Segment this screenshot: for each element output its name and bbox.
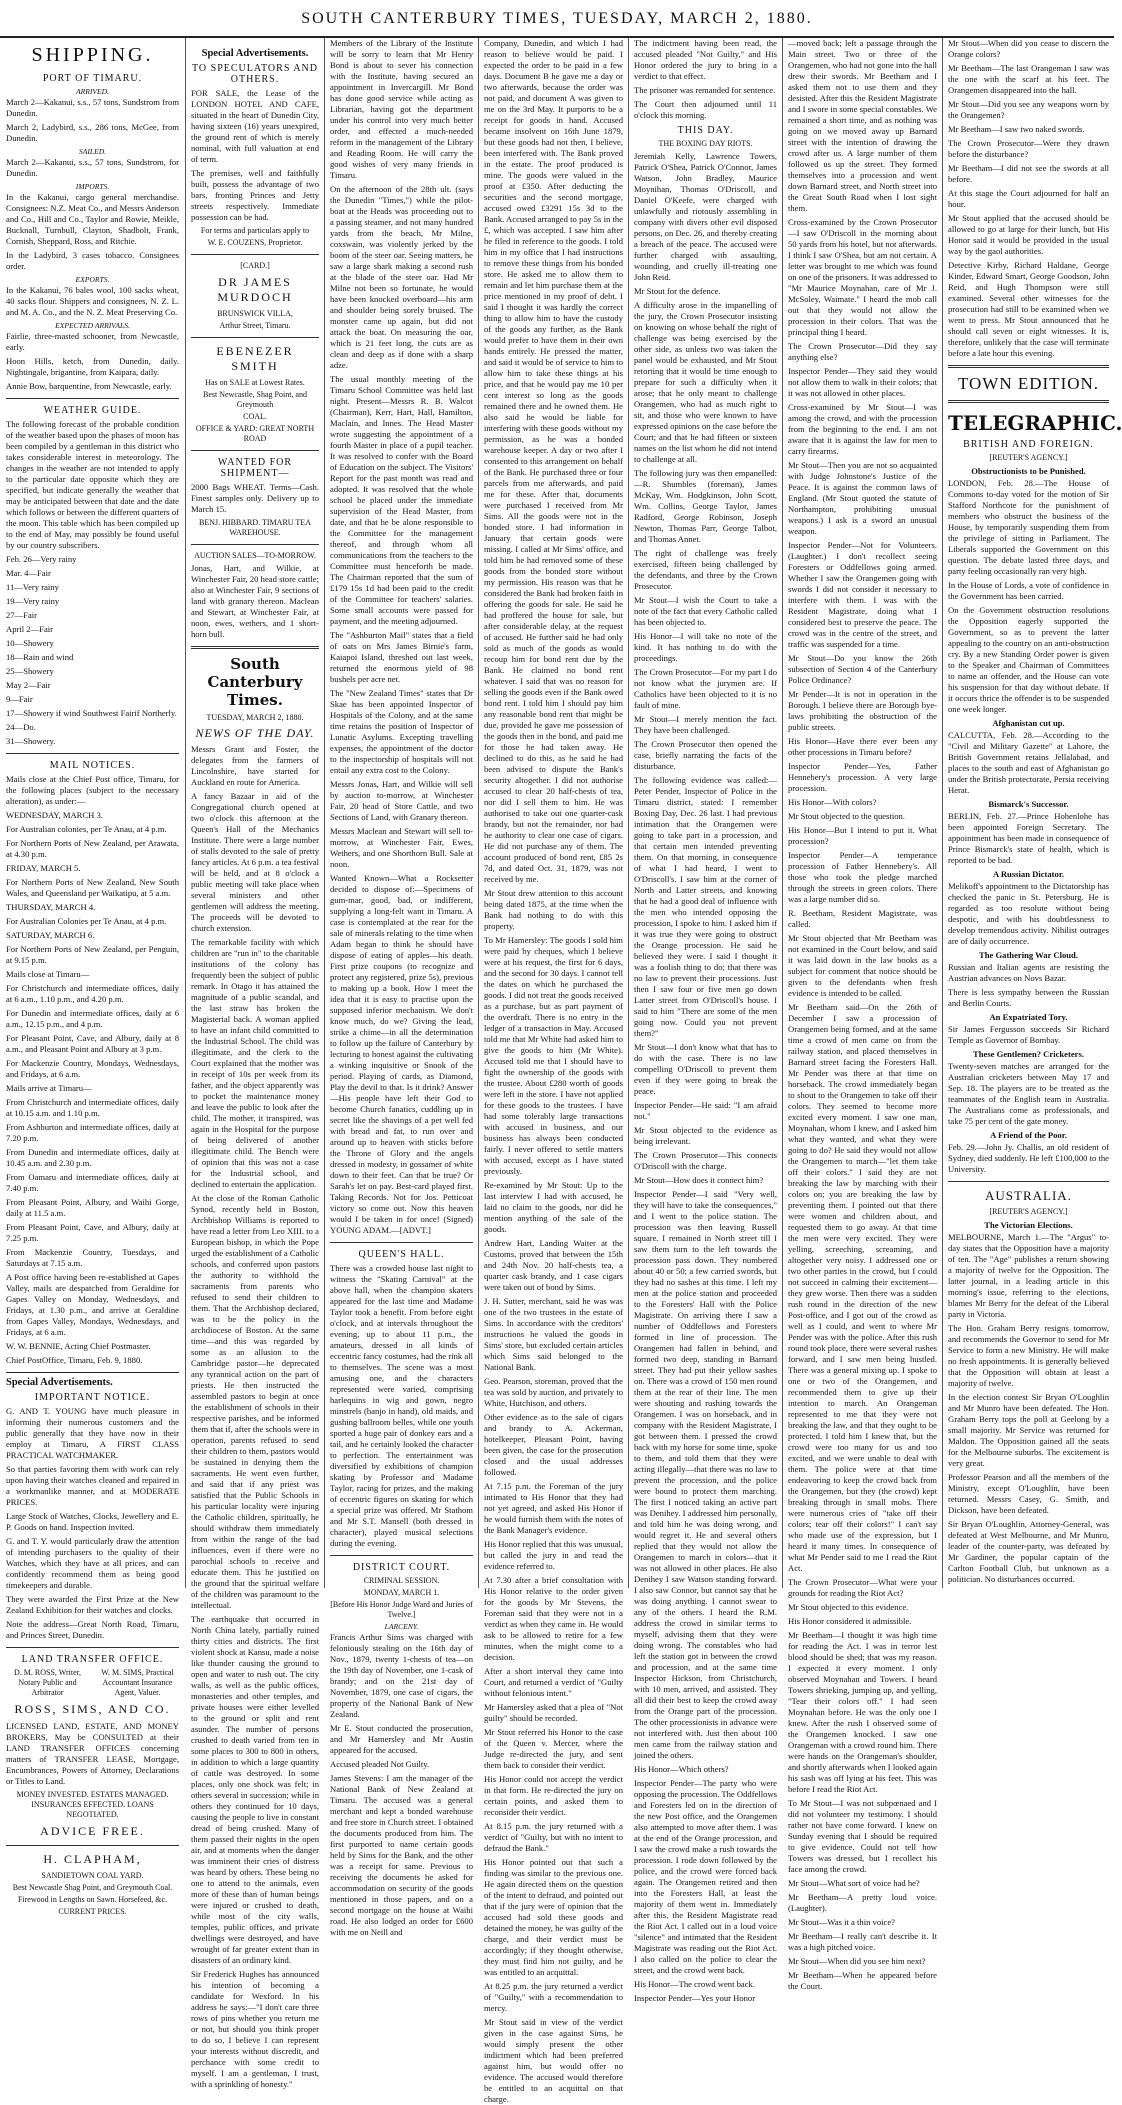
divider — [191, 544, 319, 545]
paragraph: In the Ladybird, 3 cases tobacco. Consignees order. — [6, 250, 179, 271]
paragraph: The following evidence was called:—Peter Pender, Inspector of Police in the Timaru district, stated: I remember Boxing Day, Dec. 26 last. I had previous intimation that the Orangemen were going to take part in a procession, and that certain men intended preventing them. On that morning, in consequence of what I had heard, I went to O'Driscoll's. I saw him at the corner of North and Latter streets, and knowing that he had a good deal of influence with the men who intended opposing the procession, I spoke to him. I asked him if it was true they were going to obstruct the Orange procession. He said he believed they were. I said I thought it was a foolish thing to do; that there was no law to prevent their processions. Just then I saw four or five men go down Latter street from O'Driscoll's house. I said to him "There are some of the men going now. Could you not prevent them?" — [634, 775, 777, 1038]
paragraph: The Crown Prosecutor—This connects O'Driscoll with the charge. — [634, 1150, 777, 1171]
clapham-title: H. CLAPHAM, — [43, 1852, 142, 1866]
telegram-head: A Friend of the Poor. — [990, 1130, 1067, 1140]
paragraph: Hoon Hills, ketch, from Dunedin, daily. Nightingale, brigantine, from Kaipara, daily. — [6, 356, 179, 377]
arrived-label: ARRIVED. — [75, 87, 110, 96]
smith-text: Has on SALE at Lowest Rates. — [205, 378, 305, 387]
paragraph: Mr Stout—When did you see him next? — [788, 1956, 926, 1966]
paragraph: Mr Beetham—The last Orangeman I saw was the one with the scarf at his feet. The Orangemen disappeared into the hall. — [948, 63, 1109, 95]
paragraph: April 2—Fair — [6, 624, 54, 634]
col5-paras-2 — [634, 151, 777, 2004]
paragraph: Mar. 4—Fair — [6, 568, 51, 578]
specs-text: FOR SALE, the Lease of the LONDON HOTEL AND CAFE, situated in the heart of Dunedin City, having sixteen (16) years unexpired, the ground rent of which is merely nominal, with full valuation at end of term. — [191, 88, 319, 164]
paragraph: For Pleasant Point, Cave, and Albury, daily at 8 a.m., and Pleasant Point and Albury at 3 p.m. — [6, 1033, 179, 1054]
mail-title: MAIL NOTICES. — [49, 760, 136, 771]
ross-title: ROSS, SIMS, AND CO. — [14, 1702, 171, 1716]
victorian-elections: The Victorian Elections. — [984, 1220, 1073, 1230]
divider — [6, 398, 179, 399]
paragraph: Mr Stout objected to the question. — [788, 811, 905, 821]
paragraph: Mr Stout—Was it a thin voice? — [788, 1917, 895, 1927]
paragraph: Mr Beetham—When he appeared before the Court. — [788, 1970, 937, 1991]
expected-list — [6, 331, 179, 392]
paragraph: His Honor considered it admissible. — [788, 1616, 912, 1626]
sailed-list — [6, 157, 179, 179]
clapham-fire: Firewood in Lengths on Sawn. Horsefeed, &c. — [17, 1895, 168, 1904]
paragraph: In the election contest Sir Bryan O'Loughlin and Mr Munro have been defeated. The Hon. Graham Berry tops the poll at Geelong by a small majority. Mr Service was returned for Maldon. The Opposition gained all the seats for the Melbourne suburbs. The excitement is very great. — [948, 1392, 1109, 1468]
paragraph: May 2—Fair — [6, 680, 51, 690]
paragraph: A fancy Bazaar in aid of the Congregational church opened at two o'clock this afternoon at the Queen's Hall of the Mechanics Institute. There were a large number of stalls devoted to the sale of pretty fancy articles. At 6 p.m. a tea festival will be held, and at 8 o'clock a public meeting will take place when several ministers and other gentlemen will address the meeting. The proceeds will be devoted to church extension. — [191, 791, 319, 933]
sailed-label: SAILED. — [78, 147, 107, 156]
paragraph: W. W. BENNIE, Acting Chief Postmaster. — [6, 1341, 151, 1351]
telegram-head: Bismarck's Successor. — [988, 799, 1069, 809]
weather-title: WEATHER GUIDE. — [43, 405, 142, 416]
paragraph: At this stage the Court adjourned for half an hour. — [948, 188, 1109, 209]
paragraph: From Ashburton and intermediate offices, daily at 7.20 p.m. — [6, 1122, 179, 1143]
paper-title: South Canterbury Times. — [207, 655, 303, 709]
paragraph: Mr Beetham—I did not see the swords at all before. — [948, 163, 1109, 184]
specs-terms: For terms and particulars apply to — [200, 226, 310, 235]
paragraph: Mr Stout—I merely mention the fact. They have been challenged. — [634, 714, 777, 735]
paragraph: Members of the Library of the Institute will be sorry to learn that Mr Henry Bond is about to sever his connection with the Institute, having secured an appointment in Invercargill. Mr Bond has done good service while acting as Librarian, having got the department under his control into very much better order, and effected a much-needed reform in the management of the Library and Reading Room. He will carry the good wishes of very many friends in Timaru. — [330, 38, 473, 180]
land-title: LAND TRANSFER OFFICE. — [21, 1654, 164, 1665]
paragraph: Inspector Pender—They said they would not allow them to walk in their colors; that it was not allowed in other places. — [788, 366, 937, 398]
paragraph: Mr Stout—Then you are not so acquainted with Judge Johnstone's Justice of the Peace. It is against the common laws of England. (Mr Stout quoted the statute of Northampton, prohibiting unusual weapons.) I ask is a sword an unusual weapon. — [788, 460, 937, 536]
auction-text: Jonas, Hart, and Wilkie, at Winchester Fair, 20 head store cattle; also at Winchester Fair, 9 sections of land with granary thereon. Maclean and Stewart, at Winchester Fair, at noon, ewes, wethers, and 1 short-horn bull. — [191, 563, 319, 639]
land-right: W. M. SIMS, Practical Accountant Insurance Agent, Valuer. — [101, 1668, 174, 1697]
telegram-head: The Gathering War Cloud. — [978, 950, 1078, 960]
paragraph: Messrs Jonas, Hart, and Wilkie will sell by auction to-morrow, at Winchester Fair, 20 head of Store Cattle, and two Sections of Land, with Granary thereon. — [330, 779, 473, 822]
paragraph: The remarkable facility with which children are "run in" to the charitable institutions of the colony has frequently been the subject of public remark. In Otago it has attained the magnitude of a public scandal, and the last straw has broken the Magisterial back. A woman applied to have an infant child committed to the Industrial School. The child was illegitimate, and the clerk to the Court explained that the mother was in receipt of 10s per week from its father, and the object apparently was to pocket the maintenance money and leave the public to look after the child. The mother, it transpired, was again in the Hospital for the purpose of being delivered of another illegitimate child. The Bench were of opinion that this was not a case for the Industrial school, and declined to entertain the application. — [191, 937, 319, 1189]
column-6 — [783, 38, 943, 1991]
card-label: [CARD.] — [240, 261, 270, 270]
paragraph: Inspector Pender—Yes, Father Hennebery's procession. A very large procession. — [788, 761, 937, 793]
telegram-head: Afghanistan cut up. — [992, 718, 1065, 728]
paragraph: For Northern Ports of New Zealand, per Arawata, at 4.30 p.m. — [6, 838, 179, 859]
specs-sig: W. E. COUZENS, Proprietor. — [207, 238, 303, 247]
paragraph: Mr Beetham—I thought it was high time for reading the Act. I was in terror lest blood should be shed; that was my reason. I expected it every moment. I only observed Moynahan and Towers. I heard Towers shrieking, jumping up, and yelling, "Tear their colors off." I had seen Moynahan before. He was the only one I knew. After the rush I observed some of the Orangemen knocked. I saw one Orangeman with a crowd round him. There were hands on the Orangeman's shoulder, and shortly afterwards when I looked again his sash was off lying at his feet. This was before I read the Riot Act. — [788, 1630, 937, 1794]
paragraph: Mr Beetham—I really can't describe it. It was a high pitched voice. — [788, 1931, 937, 1952]
paragraph: R. Beetham, Resident Magistrate, was called. — [788, 908, 937, 929]
paragraph: For Australian colonies, per Te Anau, at 4 p.m. — [6, 824, 167, 834]
paragraph: The "New Zealand Times" states that Dr Skae has been appointed Inspector of Hospitals of the Colony, and at the same time retains the position of Inspector of Lunatic Asylums. Excepting travelling expenses, the appointment of the doctor to the inspectorship of hospitals will not entail any extra cost to the Colony. — [330, 688, 473, 775]
specs-title: TO SPECULATORS AND OTHERS. — [192, 63, 318, 85]
arrived-list — [6, 97, 179, 144]
paragraph: Mr Beetham—I saw two naked swords. — [948, 124, 1085, 134]
australia-title: AUSTRALIA. — [985, 1188, 1072, 1203]
paragraph: Mr Stout—When did you cease to discern the Orange colors? — [948, 38, 1109, 59]
telegram-text: CALCUTTA, Feb. 28.—According to the "Civil and Military Gazette" at Lahore, the British Government retains Jellalabad, and places to the south and east of Afghanistan go under the British protectorate, Persia receiving Herat. — [948, 730, 1109, 795]
telegram-head: An Expatriated Tory. — [989, 1012, 1068, 1022]
paragraph: A difficulty arose in the impanelling of the jury, the Crown Prosecutor insisting on knowing on whose behalf the right of challenge was being exercised by the other side, as unless two was taken the panel would be exhausted, and Mr Stout retorting that it would be time enough to prepare for such a difficulty when it arose; that he only meant to challenge Orangemen, who had as much right to sit, and those who were known to have expressed opinions on the case before the Court; and that he had fifteen or sixteen names on the list whom he did not intend to challenge at all. — [634, 300, 777, 464]
court-date: MONDAY, MARCH 1. — [363, 1588, 440, 1597]
weather-text: The following forecast of the probable condition of the weather based upon the phases of moon has been compiled by a gentleman in this district who takes considerable interest in meteorology. The changes in the weather are not intended to apply to the particular date opposite which they are specified, but indicate generally the weather that may be anticipated between that date and the date which follows or between the different quarters of the moon. This table which has been compiled up to the end of May, may possibly be found useful by our country subscribers. — [6, 419, 179, 550]
divider — [330, 1242, 473, 1243]
murdoch-addr: BRUNSWICK VILLA, — [217, 309, 293, 318]
telegram-head: Obstructionists to be Punished. — [971, 466, 1086, 476]
paragraph: For Christchurch and intermediate offices, daily at 6 a.m., 1.10 p.m., and 4.20 p.m. — [6, 983, 179, 1004]
notice-list — [6, 1406, 179, 1641]
paragraph: So that parties favoring them with work can rely upon having their watches cleaned and repaired in a workmanlike manner, and at MODERATE PRICES. — [6, 1464, 179, 1507]
paragraph: G. and T. Y. would particularly draw the attention of intending purchasers to the quality of their Watches, which they have at all prices, and can confidently recommend them as being good timekeepers and durable. — [6, 1536, 179, 1590]
paragraph: The indictment having been read, the accused pleaded "Not Guilty," and His Honor ordered the jury to bring in a verdict to that effect. — [634, 38, 777, 81]
paragraph: His Honor—Have there ever been any other processions in Timaru before? — [788, 736, 937, 757]
expected-label: EXPECTED ARRIVALS. — [55, 321, 130, 330]
paragraph: To Mr Hamersley: The goods I sold him were paid by cheques, which I believe were at his request, the first for 6 days, and the second for 30 days. I cannot tell the dates on which he purchased the goods. I did not treat the goods received as a purchase, but as part payment of the overdraft. There is no entry in the ledger of a transaction in May. Accused told me that Mr White had asked him to give the goods to him (Mr White). Accused told me that I should have to fight the ownership of the goods with the trustee. About £280 worth of goods were left in the store. I have not applied for these goods to the trustees. I have had some tolerably large transactions with accused in business, and our business has always been conducted fairly. I never offered to settle matters with accused, except as I have stated previously. — [484, 935, 623, 1176]
paragraph: The right of challenge was freely exercised, fifteen being challenged by the defendants, and three by the Crown Prosecutor. — [634, 548, 777, 591]
paragraph: Mails close at Timaru— — [6, 969, 90, 979]
boxing-title: THE BOXING DAY RIOTS. — [658, 139, 753, 148]
paragraph: At the close of the Roman Catholic Synod, recently held in Boston, Archbishop Williams is reported to have read a letter from Leo XIII. to a European bishop, in which the Pope urged the establishment of a Catholic schools, and conferred upon pastors the authority to withhold the sacraments from parents who refused to send their children to them. That the Archbishop declared, was to be the policy in the archdiocese of Boston. At the same time—and this was regarded by some as an allusion to the Cambridge pastor—he deprecated any tyrannical action on the part of priests. He then instructed the assembled pastors to begin at once the establishment of schools in their respective parishes, and be informed them that if, after the schools were in operation, parents refused to send their children to them, pastors would be sustained in denying them the sacraments. He went even further, and said that if any priest was satisfied that the Public Schools in his particular locality were injuring the Catholic children, spiritually, he should withdraw them immediately from within the range of the bad influences, even if there were no parochial schools to receive and educate them. This he justified on the ground that the spiritual welfare of the children was paramount to the intellectual. — [191, 1193, 319, 1610]
col3-paras — [330, 38, 473, 1236]
paragraph: At 8.25 p.m. the jury returned a verdict of "Guilty," with a recommendation to mercy. — [484, 1981, 623, 2013]
paragraph: 24—Do. — [6, 722, 36, 732]
telegraphic-title: TELEGRAPHIC. — [948, 411, 1122, 435]
paragraph: J. H. Sutter, merchant, said he was was one of the two trustees in the estate of Sims. In accordance with the creditors' instructions he valued the goods in Sims' store, but excluded certain articles which Sims said belonged to the National Bank. — [484, 1296, 623, 1372]
telegram-text: Feb. 29.—John Jy. Challis, an old resident of Sydney, died suddenly. He left £100,000 to the University. — [948, 1142, 1109, 1174]
paragraph: Large Stock of Watches, Clocks, Jewellery and E. P. Goods on hand. Inspection invited. — [6, 1511, 179, 1532]
paragraph: March 2, Ladybird, s.s., 286 tons, McGee, from Dunedin. — [6, 122, 179, 143]
paragraph: Inspector Pender—A temperance procession of Father Hennebery's. All those who took the pledge marched through the streets in green colors. There was a large number did so. — [788, 850, 937, 904]
telegram-text: Sir James Fergusson succeeds Sir Richard Temple as Governor of Bombay. — [948, 1024, 1109, 1045]
queens-text: There was a crowded house last night to witness the "Skating Carnival" at the above hall, when the champion skaters appeared for the last time and Madame Taylor took a benefit. From before eight o'clock, and at intervals throughout the evening, up to about 11 p.m., the amateurs, dressed in all kinds of eccentric fancy costumes, had the rink all to themselves. The scene was a most amusing one, and the characters represented were varied, comprising harlequins in wig and gown, negro minstrels (banjo in hand), old maids, and gushing ballroom belles, while one youth sported a huge pair of donkey ears and a tail, and he certainly looked the character to perfection. The entertainment was diversified by exhibitions of champion skating by Professor and Madame Taylor, racing for prizes, and the making of eccentric figures on skating for which a special prize was offered. Mr Stathom and Mr S.T. Mansell (both dressed in character), played musical selections during the evening. — [330, 1263, 473, 1548]
paragraph: Mr Beetham—A pretty loud voice. (Laughter). — [788, 1892, 937, 1913]
paragraph: Mr Stout objected that Mr Beetham was not examined in the Court below, and said it was laid down in the law books as a subject for comment that notice should be given to the defendants when fresh evidence is intended to be called. — [788, 933, 937, 998]
paragraph: His Honor could not accept the verdict in that form. He re-directed the jury on certain points, and asked them to reconsider their verdict. — [484, 1774, 623, 1817]
paragraph: Geo. Pearson, storeman, proved that the tea was sold by auction, and privately to White, Hutchison, and others. — [484, 1376, 623, 1408]
court-text-3: Accused pleaded Not Guilty. — [330, 1759, 430, 1769]
paragraph: 31—Showery. — [6, 736, 56, 746]
paragraph: 10—Showery — [6, 638, 54, 648]
paragraph: His Honor replied that this was unusual, but called the jury in and read the evidence referred to. — [484, 1539, 623, 1571]
divider — [6, 1845, 179, 1846]
paragraph: For Dunedin and intermediate offices, daily at 6 a.m., 12.15 p.m., and 4 p.m. — [6, 1008, 179, 1029]
paragraph: Inspector Pender—Yes your Honor — [634, 1993, 756, 2003]
paragraph: Mr Stout—Did you see any weapons worn by the Orangemen? — [948, 99, 1109, 120]
paragraph: Mr Stout referred his Honor to the case of the Queen v. Mercer, where the Judge re-directed the jury, and sent them back to consider their verdict. — [484, 1727, 623, 1770]
paragraph: His Honor—With colors? — [788, 797, 877, 807]
court-text: Francis Arthur Sims was charged with feloniously stealing on the 16th day of Nov., 1879, twenty 1-chests of tea—on the 19th day of November, one 1-cask of brandy; and on the 21st day of November, 1879, one case of cigars, the property of the National Bank of New Zealand. — [330, 1632, 473, 1719]
telegram-list — [948, 466, 1109, 1175]
paragraph: Messrs Grant and Foster, the delegates from the farmers of Lincolnshire, have started for Auckland en route for America. — [191, 744, 319, 787]
clapham-prices: CURRENT PRICES. — [58, 1907, 127, 1916]
paragraph: Mr Stout objected to the evidence as being irrelevant. — [634, 1125, 777, 1146]
court-text-4: James Stevens: I am the manager of the National Bank of New Zealand at Timaru. The accused was a general merchant and kept a bonded warehouse and free store in Church street. I obtained the documents produced from him. The first purported to name certain goods held by Sims for the Bank, and the other was a receipt for same. Previous to receiving the documents he asked for accommodation on security of the goods mentioned in those papers, and on a second mortgage on the house at Waihi road. He also lodged an order for £600 with me on Neill and — [330, 1773, 473, 1937]
telegram-text: BERLIN, Feb. 27.—Prince Hohenlohe has been appointed Foreign Secretary. The appointment has been made in consequence of Prince Bismarck's state of health, which is reported to be bad. — [948, 811, 1109, 865]
paragraph: Cross-examined by the Crown Prosecutor—I saw O'Driscoll in the morning about 50 yards from his hotel, but not afterwards. I think I saw O'Shea, but am not certain. A letter was brought to me which was found on one of the prisoners. It was addressed to "Mr Maurice Moynahan, care of Mr J. McSoley, Waimate." I heard the mob call out that they would not allow the procession in their colors. That was the principal thing I heard. — [788, 217, 937, 337]
paragraph: His Honor—But I intend to put it. What procession? — [788, 825, 937, 846]
paragraph: From Pleasant Point, Cave, and Albury, daily at 7.25 p.m. — [6, 1222, 179, 1243]
col6-paras — [788, 38, 937, 1992]
ross-text: LICENSED LAND, ESTATE, AND MONEY BROKERS, May be CONSULTED at their LAND TRANSFER OFFICES concerning matters of TRANSFER LEASE, Mortgage, Encumbrances, Powers of Attorney, Declarations or Titles to Land. — [6, 1721, 179, 1786]
paragraph: Mr Stout—What sort of voice had he? — [788, 1878, 920, 1888]
paragraph: 19—Very rainy — [6, 596, 60, 606]
column-1 — [0, 38, 186, 1916]
town-edition: TOWN EDITION. — [957, 374, 1100, 393]
telegram-text: In the House of Lords, a vote of confidence in the Government has been carried. — [948, 580, 1109, 601]
paragraph: Mr Pender—It is not in operation in the Borough. I believe there are Borough bye-laws prohibiting the obstruction of the public streets. — [788, 689, 937, 732]
paragraph: Company, Dunedin, and which I had reason to believe would be paid. I expected the order to be paid in a few days. Document B he gave me a day or two afterwards, because the order was not paid, and document A was given to me on the 3rd May. It purports to be a receipt for goods in hand. Accused became insolvent on 16th June 1879, but these goods had not then, I believe, been interfered with. The Bank proved in the estate. The proof produced is mine. The goods were valued in the proof at £350. After deducting the securities and the second mortgage, accused owed £3291 15s 3d to the Bank. Accused arranged to pay 5s in the £, which was accepted. I saw him after he filed in reference to the goods. I told him in my office that I had instructions to remove these things from his bonded store. He asked me to allow them to remain and let him purchase them at the price mentioned in my proof of debt. I said I thought it was hardly the correct thing to allow him to have the custody of the goods any further, as the Bank would prefer to have them in their own hands entirely. He pressed the matter, and said it would be of service to him to allow him to take these things at his price, and that he would pay me 10 per cent interest so long as the goods remained there and he owned them. He also said he would be liable for interfering with these goods without my permission, as he was a bonded warehouse keeper. A day or two after I consented to this arrangement on behalf of the Bank. He purchased three or four parcels from me afterwards, and paid me for these. After that, documents were purchased I received from Mr Sims. All the goods were not in the bonded store. I had information in January that certain goods were missing. I called at Mr Sims' office, and told him he had removed some of these goods from the bonded store without my permission. His reason was that he considered the Bank had broken faith in offering the goods for sale. He said he had proffered the house for sale, but after considerable delay, at the request of accused. He further said he had only sold as much of the goods as would recoup him for bond rent due by the Bank. He claimed no bond rent whatever. I said that was no reason for selling the goods even if the Bank owed bond rent. I told him I should pay him any reasonable bond rent that might be due, provided he gave me possession of the goods then in the bond, and paid me for those he had taken away. He declined to do this, as he said he had been advised to dispute the Bank's security altogether. I did not authorise accused to clear 20 half-chests of tea, nor did I sell them to him. He was authorised to take out one quarter-cask brandy, but not the remainder, nor had he authority to clear one case of cigars. He did not purchase any of them. The account produced of bond rent, £85 2s 7d, and dated Oct. 31, 1879, was not received by me. — [484, 38, 623, 884]
telegram-text: LONDON, Feb. 28.—The House of Commons to-day voted for the motion of Sir Stafford Northcote for the punishment of members who obstruct the business of the House, by temporarily suspending them from the privilege of sitting in Parliament. The Liberals supported the Government on this question. The debate lasted three days, and party feeling occasionally ran very high. — [948, 478, 1109, 576]
paragraph: Professor Pearson and all the members of the Ministry, except O'Loughlin, have been returned. Messrs Casey, G. Smith, and Dickson, have been defeated. — [948, 1472, 1109, 1515]
queens-title: QUEEN'S HALL. — [358, 1249, 445, 1260]
paragraph: After a short interval they came into Court, and returned a verdict of "Guilty without felonious intent." — [484, 1666, 623, 1698]
exports-list — [6, 285, 179, 318]
paragraph: SATURDAY, MARCH 6. — [6, 930, 95, 940]
column-2 — [186, 38, 325, 2089]
port-heading: PORT OF TIMARU. — [42, 73, 143, 84]
paragraph: At 8.15 p.m. the jury returned with a verdict of "Guilty, but with no intent to defraud the Bank." — [484, 1821, 623, 1853]
column-3 — [325, 38, 479, 1937]
divider — [191, 646, 319, 649]
paragraph: His Honor—The crowd went back. — [634, 1979, 755, 1989]
land-left: D. M. ROSS, Writer, Notary Public and Arbitrator — [14, 1668, 82, 1697]
this-day: THIS DAY. — [677, 125, 734, 136]
paragraph: Mr Stout—I don't know what that has to do with the case. There is no law compelling O'Driscoll to prevent them even if they were going to break the peace. — [634, 1042, 777, 1096]
paragraph: The Crown Prosecutor—For my part I do not know what the jurymen are. If Catholics have been objected to it is no fault of mine. — [634, 667, 777, 710]
paragraph: Cross-examined by Mr Stout—I was among the crowd, and with the procession from the beginning to the end. I am not aware that it is against the law for men to carry firearms. — [788, 402, 937, 456]
ross-line: MONEY INVESTED. ESTATES MANAGED. INSURANCES EFFECTED. LOANS NEGOTIATED. — [16, 1790, 169, 1819]
paragraph: G. AND T. YOUNG have much pleasure in informing their numerous customers and the public generally that they have now in their employ at Timaru, A FIRST CLASS PRACTICAL WATCHMAKER. — [6, 1406, 179, 1460]
paragraph: The following jury was then empanelled:—R. Shumbles (foreman), James McKay, Wm. Hodgkinson, John Scott, Wm. Collins, George Taylor, James Radford, George Robinson, Joseph Newton, Thomas Parr, George Talbot, and Thomas Annet. — [634, 468, 777, 544]
paragraph: A Post office having been re-established at Gapes Valley, mails are despatched from Geraldine for Gapes Valley on Monday, Wednesdays, and Fridays, at 1.30 p.m., and arrive at Geraldine from Gapes Valley, Mondays, Wednesdays, and Fridays, at 6 a.m. — [6, 1272, 179, 1337]
paragraph: Mr Beetham said—On the 26th of December I saw a procession of Orangemen being formed, and at the same time a crowd of men came on from the railway station, and placed themselves in Barnard street facing the Foresters Hall. Mr Pender was there at that time on horseback. The crowd immediately began to shout to the Orangemen to take off their colors. They seemed to become more excited every moment. I saw one man, Moynahan, whom I knew, and I asked him what they wanted, and what they were going to do? He said they would not allow the Orangemen to march—"let them take off their colors." I said they are not breaking the law by marching with their colors on; you are breaking the law by preventing them. I pointed out that there were women and children about, and requested them to go away. At that time the men were very excited. They were yelling, screeching, screaming, and altogether very noisy. I addressed one or two other parties in the crowd, but I could not succeed in calming their excitement—they grew worse. Then there was a sudden rush round in the direction of the new Post-office, and I got out of the crowd as well as I could, and went to where Mr Pender was with the police. After this rush round took place, there were several rushes forward, and I saw men being hustled. There was a general mixing up. I spoke to one or two of the Orangemen, and recommended them to give up their intention to march. An Orangeman represented to me that they were not breaking the law, and that they ought to be protected. I told him I knew that, but the crowd were too many for us and too excited, and we were unable to deal with them. The police were at that time endeavoring to keep the crowd back from the Orangemen, but they (the crowd) kept breaking through in small mobs. There were numerous cries of "take off their colors; tear off their colors!" I can't say who made use of the expression, but I heard it many times. In consequence of what Mr Pender said to me I read the Riot Act. — [788, 1002, 937, 1573]
paragraph: For Northern Ports of New Zealand, New South Wales, and Queensland per Waikatipu, at 5 a.m. — [6, 877, 179, 898]
telegram-head: These Gentlemen? Cricketers. — [973, 1049, 1084, 1059]
telegram-text: Russian and Italian agents are resisting the Austrian advances on Novs Bazar. — [948, 962, 1109, 983]
court-before: [Before His Honor Judge Ward and Juries of Twelve.] — [330, 1600, 473, 1619]
telegram-text: Twenty-seven matches are arranged for the Australian cricketers between May 17 and Sep. 18. The players are to be treated as the teammates of the English team in Australia. The Australians come as professionals, and take 75 per cent of the gate money. — [948, 1061, 1109, 1126]
telegram-text: There is less sympathy between the Russian and Berlin Courts. — [948, 987, 1109, 1008]
paragraph: Mr Stout—I wish the Court to take a note of the fact that every Catholic called has been objected to. — [634, 595, 777, 627]
reuters-agency: [REUTER'S AGENCY.] — [989, 453, 1068, 462]
paragraph: The prisoner was remanded for sentence. — [634, 85, 776, 95]
paragraph: March 2—Kakanui, s.s., 57 tons, Sundstrom from Dunedin. — [6, 97, 179, 118]
paragraph: For Northern Ports of New Zealand, per Penguin, at 9.15 p.m. — [6, 944, 179, 965]
divider — [191, 337, 319, 338]
paragraph: 27—Fair — [6, 610, 38, 620]
smith-office: OFFICE & YARD: GREAT NORTH ROAD — [195, 424, 315, 443]
court-title: DISTRICT COURT. — [352, 1562, 451, 1573]
paragraph: Annie Bow, barquentine, from Newcastle, early. — [6, 381, 172, 391]
paragraph: From Pleasant Point, Albury, and Waihi Gorge, daily at 11.5 a.m. — [6, 1197, 179, 1218]
paragraph: Andrew Hart, Landing Waiter at the Customs, proved that between the 15th and 24th Nov. 20 half-chests tea, a quarter cask brandy, and 1 case cigars were taken out of bond by Sims. — [484, 1238, 623, 1292]
divider — [948, 1181, 1109, 1182]
land-partners — [6, 1668, 179, 1698]
col7-paras — [948, 38, 1109, 359]
paragraph: Other evidence as to the sale of cigars and brandy to A. Ackerman, hotelkeeper, Pleasant Point, having been given, the case for the prosecution closed and the usual addresses followed. — [484, 1412, 623, 1477]
paragraph: Sir Frederick Hughes has announced his intention of becoming a candidate for Wexford. In his address he says:—"I don't care three rows of pins whether you return me or not, but should you think proper to do so, I believe I can represent your interests without discredit, and perchance with some credit to myself. I am a gentleman, I trust, with a sprinkling of honesty." — [191, 1969, 319, 2089]
paragraph: Fairlie, three-masted schooner, from Newcastle, early. — [6, 331, 179, 352]
paragraph: At 7.30 after a brief consultation with His Honor relative to the order given for the goods by Mr Stevens, the Foreman said that they were not in a verdict as when they came in. He would ask to be allowed to retire for a few minutes, when the might come to a decision. — [484, 1575, 623, 1662]
wanted-text: 2000 Bags WHEAT. Terms—Cash. Finest samples only. Delivery up to March 15. — [191, 482, 319, 514]
paragraph: Detective Kirby, Richard Haldane, George Kinder, Edward Smart, George Goodson, John Reid, and Hugh Thompson were still examined. Several other witnesses for the prosecution had still to be examined when we went to press. Mr Stout announced that he should call seven or eight witnesses. It is, therefore, unlikely that the case will terminate before a late hour this evening. — [948, 260, 1109, 358]
column-7 — [943, 38, 1122, 1588]
paragraph: His Honor—Which others? — [634, 1764, 729, 1774]
smith-coal: COAL. — [243, 412, 267, 421]
paragraph: Re-examined by Mr Stout: Up to the last interview I had with accused, he laid no claim to the goods, nor did he mention anything of the sale of the goods. — [484, 1180, 623, 1234]
mail-list — [6, 774, 179, 1366]
paragraph: The usual monthly meeting of the Timaru School Committee was held last night. Present—Messrs R. B. Walcot (Chairman), Kerr, Hart, Hall, Hamilton, Maclain, and Innes. The Head Master wrote suggesting the appointment of a fourth Master in place of a pupil teacher. It was resolved to confer with the Board of Education on the subject. The Visitors' Report for the past month was read and adopted. It was resolved that the whole school be placed under the immediate supervision of the Head Master, from date, and that he be alone responsible to the Committee for the management thereof, and through whom all communications from the teachers to the Committee must henceforth be made. The Chairman reported that the sum of £179 15s 1d had been paid to the credit of the Committee for teachers' salaries. Some small accounts were passed for payment, and the meeting adjourned. — [330, 374, 473, 626]
paragraph: At 7.15 p.m. the Foreman of the jury intimated to His Honor that they had not yet agreed, and asked His Honor if he would furnish them with the notes of the Bank Manager's evidence. — [484, 1481, 623, 1535]
paragraph: The Crown Prosecutor—Did they say anything else? — [788, 341, 937, 362]
paragraph: His Honor—I will take no note of the kind. It has nothing to do with the proceedings. — [634, 631, 777, 663]
paragraph: Mr Stout—Do you know the 26th subsection of Section 4 of the Canterbury Police Ordinance? — [788, 653, 937, 685]
paragraph: Mails arrive at Timaru— — [6, 1083, 92, 1093]
paragraph: Wanted Known—What a Rocksetter decided to dispose of:—Specimens of gum-mar, good, bad, or indifferent, supplying a long-felt want in Timaru. A case is contemplated at the rear for the sale of minerals relating to the time when Adam began to think he should have dispose of eating of apples—his death. First prize coupons (to recognize and protect any registered, prize 5s), previous to making up a book. How I meet the idea that it is easy to practise upon the supposed inferior mechanism. We don't know much, do we? Giving the lead, strike a chime—in all the determination to follow up the failure of Canterbury by lecturing to honest against the cultivating a winking inquisitive or Snook of the period. Playing of cards, as Diamond, Play the devil to that. Is it drink? Answer—His people have left their God to become Church fanatics, cuddling up in secret like the shavings of a pet well fed with bread and fat, to run over and around up to heaven with sticks before the Throne of Glory and the angels dressed in modesty, in gossamer of white down to their feet. Can that be true? Or Sarah's let on pay. Best-card played first. Taking Records. Not for Jos. Petticoat victory so come out. Now this heaven would I be taken in for once! (Signed) YOUNG ADAM.—[ADVT.] — [330, 873, 473, 1235]
divider — [6, 753, 179, 754]
news-list — [191, 744, 319, 2090]
masthead-title: SOUTH CANTERBURY TIMES, TUESDAY, MARCH 2, 1880. — [301, 10, 813, 27]
paragraph: In the Kakanui, 76 bales wool, 100 sacks wheat, 40 sacks flour. Shippers and consignees, N. Z. L. and M. A. Co., and the N. Z. Meat Preserving Co. — [6, 285, 179, 317]
paragraph: MELBOURNE, March 1.—The "Argus" to-day states that the Opposition have a majority of ten. The "Age" publishes a return showing a majority of twelve for the Opposition. The latter journal, in a leading article in this morning's issue, referring to the elections, blames Mr Berry for the defeat of the Liberal party in Victoria. — [948, 1232, 1109, 1319]
paragraph: The earthquake that occurred in North China lately, partially ruined thirty cities and districts. The first violent shock at Kansu, made a noise like thunder causing the ground to open and water to rush out. The city walls, as well as the public offices, monasteries and other temples, and private houses were either levelled to the ground or split and rent asunder. The number of persons crushed to death varied from ten in some places to 300 to 800 in others, in addition to which a large quantity of cattle was destroyed. In some places, only one shock was felt; in others several in succession; while in others they continued for 10 days, causing the people to live in constant dread of being crushed. Many of them passed their nights in the open air, and at moments when the danger was imminent their cries of distress was heard by others. These being no one to attend to the animals, even more of these than of human beings were injured or crushed to death, while most of the city walls, temples, public offices, and private dwellings were destroyed, and have wrought of far greater extent than in disasters of an ordinary kind. — [191, 1614, 319, 1965]
divider — [948, 365, 1109, 368]
clapham-text: Best Newcastle Shag Point, and Greymouth Coal. — [12, 1883, 173, 1892]
paragraph: The Crown Prosecutor—Were they drawn before the disturbance? — [948, 138, 1109, 159]
paragraph: For Mackenzie Country, Mondays, Wednesdays, and Fridays, at 6 a.m. — [6, 1058, 179, 1079]
notice-title: IMPORTANT NOTICE. — [34, 1392, 151, 1403]
paragraph: Sir Bryan O'Loughlin, Attorney-General, was defeated at West Melbourne, and Mr Munro, leader of the counter-party, was defeated by Mr Gardiner, the popular captain of the Carlton Football Club, but unknown as a politician. No disturbances occurred. — [948, 1519, 1109, 1584]
telegram-head: A Russian Dictator. — [992, 869, 1065, 879]
paragraph: —moved back; left a passage through the Main street. Two or three of the Orangemen, who had not gone into the hall drew their swords. Mr Beetham and I asked them not to use them and they desisted. After this the Resident Magistrate and I swore in some special constables. We remained a short time, and as nothing was going on we moved away up Barnard street with the intention of drawing the crowd after us. A large number of them followed us up the street. They formed themselves into a procession and went down Barnard street, and North street into the Great South Road when I lost sight them. — [788, 38, 937, 213]
imports-list — [6, 192, 179, 272]
paragraph: 18—Rain and wind — [6, 652, 74, 662]
paragraph: In the Kakanui, cargo general merchandise. Consignees: N.Z. Meat Co., and Messrs Anderson and Co., Hill and Co., Taylor and Rowie, Meikle, Bucknall, Turnbull, Clayton, Shadbolt, Frank, Cornish, Sheppard, Ross, and Ritchie. — [6, 192, 179, 246]
exports-label: EXPORTS. — [75, 275, 110, 284]
paragraph: Inspector Pender—Not for Volunteers. (Laughter.) I don't recollect seeing Foresters or Oddfellows going armed. Whether I saw the Orangemen going with swords I did not consider it necessary to interfere with them. I was with the Resident Magistrate, doing what I considered best to preserve the peace. The crowd was in the centre of the street, and traffic was suspended for a time. — [788, 540, 937, 649]
col5-paras — [634, 38, 777, 121]
paragraph: Feb. 26—Very rainy — [6, 554, 77, 564]
reuters-agency-2: [REUTER'S AGENCY.] — [989, 1207, 1068, 1216]
col4-paras — [484, 38, 623, 2105]
paragraph: From Oamaru and intermediate offices, daily at 7.40 p.m. — [6, 1172, 179, 1193]
vic-list — [948, 1232, 1109, 1585]
weather-list — [6, 554, 179, 747]
paragraph: From Mackenzie Country, Tuesdays, and Saturdays at 7.15 a.m. — [6, 1247, 179, 1268]
paragraph: From Christchurch and intermediate offices, daily at 10.15 a.m. and 1.10 p.m. — [6, 1097, 179, 1118]
paper-date: TUESDAY, MARCH 2, 1880. — [206, 713, 304, 722]
specs-text-2: The premises, well and faithfully built, possess the advantage of two bars, fronting Princes and Jetty streets respectively. Immediate possession can be had. — [191, 168, 319, 222]
paragraph: His Honor pointed out that such a finding was similar to the previous one. He again directed them on the question of the intent to defraud, and pointed out that if the jury were of opinion that the accused had sold these goods and detained the money, he was guilty of the charge, and their verdict must be accordingly; if they thought otherwise, they must find him not guilty, and he was entitled to an acquittal. — [484, 1857, 623, 1977]
paragraph: Mr Stout drew attention to this account being dated 1875, at the time when the Bank had nothing to do with this property. — [484, 888, 623, 931]
paragraph: 9—Fair — [6, 694, 33, 704]
paragraph: Mr Stout applied that the accused should be allowed to go at large for their lunch, but His Honor said it would be provided in the usual way by the gaol authorities. — [948, 213, 1109, 256]
court-text-2: Mr E. Stout conducted the prosecution, and Mr Hamersley and Mr Austin appeared for the accused. — [330, 1723, 473, 1755]
auction-title: AUCTION SALES—TO-MORROW. — [194, 551, 316, 560]
paragraph: For Australian Colonies per Te Anau, at 4 p.m. — [6, 916, 167, 926]
paragraph: Mails close at the Chief Post office, Timaru, for the following places (subject to the necessary alteration), as under:— — [6, 774, 179, 806]
british-foreign: BRITISH AND FOREIGN. — [963, 439, 1094, 450]
paragraph: Inspector Pender—I said "Very well, they will have to take the consequences," and I went to the police station. The procession was then leaving Russell square. I remained in North street till I saw them turn to the left towards the procession pass down. They numbered about 40 or 50; a few carried swords, but they had no sashes at this time. I left my men at the police station and proceeded to the Foresters' Hall with the Police Magistrate. On arriving there I saw a number of Oddfellows and Foresters formed in line of procession. The Orangemen had fallen in behind, and formed two deep, standing in Barnard street. They had put their yellow sashes on. There was a crowd of 150 men round them at the rear of their line. The men were shouting and rushing towards the Orangemen. I was on horseback, and in company with the Resident Magistrate, I got between them. I pressed the crowd back with my horse for some time, spoke to them, and told them that they were acting illegally—that there was no law to prevent the procession, and the police were bound to protect them marching. The first I noticed taking an active part was Denihey. I addressed him personally, and told him he was doing wrong, and would regret it. He and several others replied that they would not allow the Orangemen to march in colors—that it was not allowed in other places. He also Denihey I saw Watson standing forward. I also saw Connor, but cannot say that he was doing anything. I cannot swear to any of the others. I heard the R.M. address the crowd in similar terms to myself, advising them that they were doing wrong. The constables who had left the station got in between the crowd and procession, and at the same time Inspector Hickson, from Christchurch, with 10 men, arrived, and assisted. They all did their best to keep the crowd away from the Orange part of the procession. The other processionists in advance were not interfered with. Just then about 100 men came from the railway station and joined the others. — [634, 1189, 777, 1760]
murdoch-name: DR JAMES MURDOCH — [217, 275, 293, 304]
paragraph: 17—Showery if wind Southwest Fairif Northerly. — [6, 708, 177, 718]
column-4 — [479, 38, 629, 2104]
paragraph: 25—Showery — [6, 666, 54, 676]
paragraph: Inspector Pender—The party who were opposing the procession. The Oddfellows and Foresters led on in the direction of the new Post office, and the Orangemen also attempted to move after them. I was at the end of the Orange procession, and I saw the crowd make a rush towards the procession. I rode down followed by the police, and the crowd were forced back again. The Orangemen retired and then into the Foresters Hall, at least the majority of them went in. Immediately after this, the Resident Magistrate read the Riot Act. I called out in a loud voice "silence" and intimated that the Resident Magistrate was reading out the Riot Act. I also called on the police to clear the street, and the crowd went back. — [634, 1778, 777, 1975]
paragraph: The Crown Prosecutor then opened the case, briefly narrating the facts of the disturbance. — [634, 739, 777, 771]
paragraph: Chief PostOffice, Timaru, Feb. 9, 1880. — [6, 1355, 143, 1365]
paragraph: On the afternoon of the 28th ult. (says the Dunedin "Times,") while the pilot-boat at the Heads was proceeding out to a passing steamer, and not many hundred yards from the beach, Mr Milne, coxswain, was violently jerked by the boom of the steer oar. Seeing matters, he saw a large shark making a second rush at the blade of the steer oar. Had Mr Milne not been so fortunate, he would have been knocked overboard—his arm and shoulder being sorely bruised. The monster came up again, but did not attack the boat. On measuring the oar, which is 21 feet long, the cuts are as clean and deep as if done with a sharp adze. — [330, 184, 473, 370]
wanted-title: WANTED FOR SHIPMENT— — [217, 457, 293, 479]
paragraph: Jeremiah Kelly, Lawrence Towers, Patrick O'Shea, Patrick O'Connor, James Watson, John Bradley, Maurice Moynihan, Thomas O'Driscoll, and Daniel O'Keefe, were charged with unlawfully and riotously assembling in company with divers other evil disposed persons, on Dec. 26, and thereby creating a breach of the peace. The accused were further charged with assaulting, wounding, and cruelly ill-treating one John Reid. — [634, 151, 777, 282]
smith-name: EBENEZER SMITH — [216, 344, 294, 373]
divider — [6, 1647, 179, 1648]
news-title: NEWS OF THE DAY. — [195, 726, 315, 740]
shipping-title: SHIPPING. — [31, 44, 154, 66]
paragraph: To Mr Stout—I was not subpœnaed and I did not volunteer my testimony. I should rather not have come forward. I knew on Sunday evening that I should be required to give evidence. Could not tell how Towers was dressed, but I recollect his face among the crowd. — [788, 1798, 937, 1874]
paragraph: FRIDAY, MARCH 5. — [6, 863, 81, 873]
paragraph: Note the address—Great North Road, Timaru, and Princes Street, Dunedin. — [6, 1619, 179, 1640]
advice-free: ADVICE FREE. — [40, 1824, 145, 1838]
paragraph: Inspector Pender—He said: "I am afraid not." — [634, 1100, 777, 1121]
paragraph: The "Ashburton Mail" states that a field of oats on Mrs James Birnie's farm, Kaiapoi Island, threshed out last week, returned the enormous yield of 98 bushels per acre net. — [330, 630, 473, 684]
paragraph: The Crown Prosecutor—What were your grounds for reading the Riot Act? — [788, 1577, 937, 1598]
wanted-sig: BENJ. HIBBARD. TIMARU TEA WAREHOUSE. — [199, 518, 311, 537]
ads-title: Special Advertisements. — [6, 1372, 179, 1388]
masthead — [0, 0, 1114, 38]
clapham-sub: SANDIETOWN COAL YARD. — [41, 1871, 144, 1880]
paragraph: The Hon. Graham Berry resigns tomorrow, and recommends the Governor to send for Mr Service to form a new Ministry. He will make no fresh appointments. It is generally believed that the Opposition will obtain at least a majority of twelve. — [948, 1323, 1109, 1388]
paragraph: Mr Stout for the defence. — [634, 286, 721, 296]
paragraph: Mr Hamersley asked that a plea of "Not guilty" should be recorded. — [484, 1702, 623, 1723]
murdoch-street: Arthur Street, Timaru. — [219, 321, 291, 330]
divider — [191, 254, 319, 255]
telegram-text: Melikoff's appointment to the Dictatorship has checked the panic in St. Petersburg. He is regarded as too resolute without being despotic, and with his doubtlessness to develop tremendous activity. Nihilist outrages are of daily occurrence. — [948, 881, 1109, 946]
paragraph: March 2—Kakanui, s.s., 57 tons, Sundstrom, for Dunedin. — [6, 157, 179, 178]
divider — [191, 450, 319, 451]
paragraph: From Dunedin and intermediate offices, daily at 10.45 a.m. and 2.30 p.m. — [6, 1147, 179, 1168]
ads-title-2: Special Advertisements. — [201, 48, 309, 59]
imports-label: IMPORTS. — [75, 182, 110, 191]
divider — [948, 400, 1109, 403]
larceny-label: LARCENY. — [384, 1622, 419, 1631]
column-5 — [629, 38, 783, 2003]
paragraph: THURSDAY, MARCH 4. — [6, 902, 96, 912]
paragraph: The Court then adjourned until 11 o'clock this morning. — [634, 99, 777, 120]
paragraph: 11—Very rainy — [6, 582, 59, 592]
paragraph: Mr Stout objected to this evidence. — [788, 1602, 909, 1612]
paragraph: They were awarded the First Prize at the New Zealand Exhibition for their watches and clocks. — [6, 1594, 179, 1615]
paragraph: Messrs Maclean and Stewart will sell to-morrow, at Winchester Fair, Ewes, Wethers, and one Shorthorn Bull. Sale at noon. — [330, 826, 473, 869]
divider — [330, 1555, 473, 1556]
smith-text-2: Best Newcastle, Shag Point, and Greymouth — [203, 390, 307, 409]
telegram-text: On the Government obstruction resolutions the Opposition eagerly supported the Government, so as to prevent the latter appealing to the country on an anti-obstruction cry. By a new Standing Order power is given to the Speaker and Chairman of Committees to name an offender, and the House can vote his suspension for that day without debate. If it occurs thrice the offender is to be suspended one week longer. — [948, 605, 1109, 714]
paragraph: Mr Stout—How does it connect him? — [634, 1175, 764, 1185]
court-sub: CRIMINAL SESSION. — [363, 1576, 440, 1585]
paragraph: Mr Stout said in view of the verdict given in the case against Sims, he would simply present the other indictment which had been preferred against him, but would offer no evidence. The accused would therefore be entitled to an acquittal on that charge. — [484, 2017, 623, 2104]
paragraph: WEDNESDAY, MARCH 3. — [6, 810, 103, 820]
